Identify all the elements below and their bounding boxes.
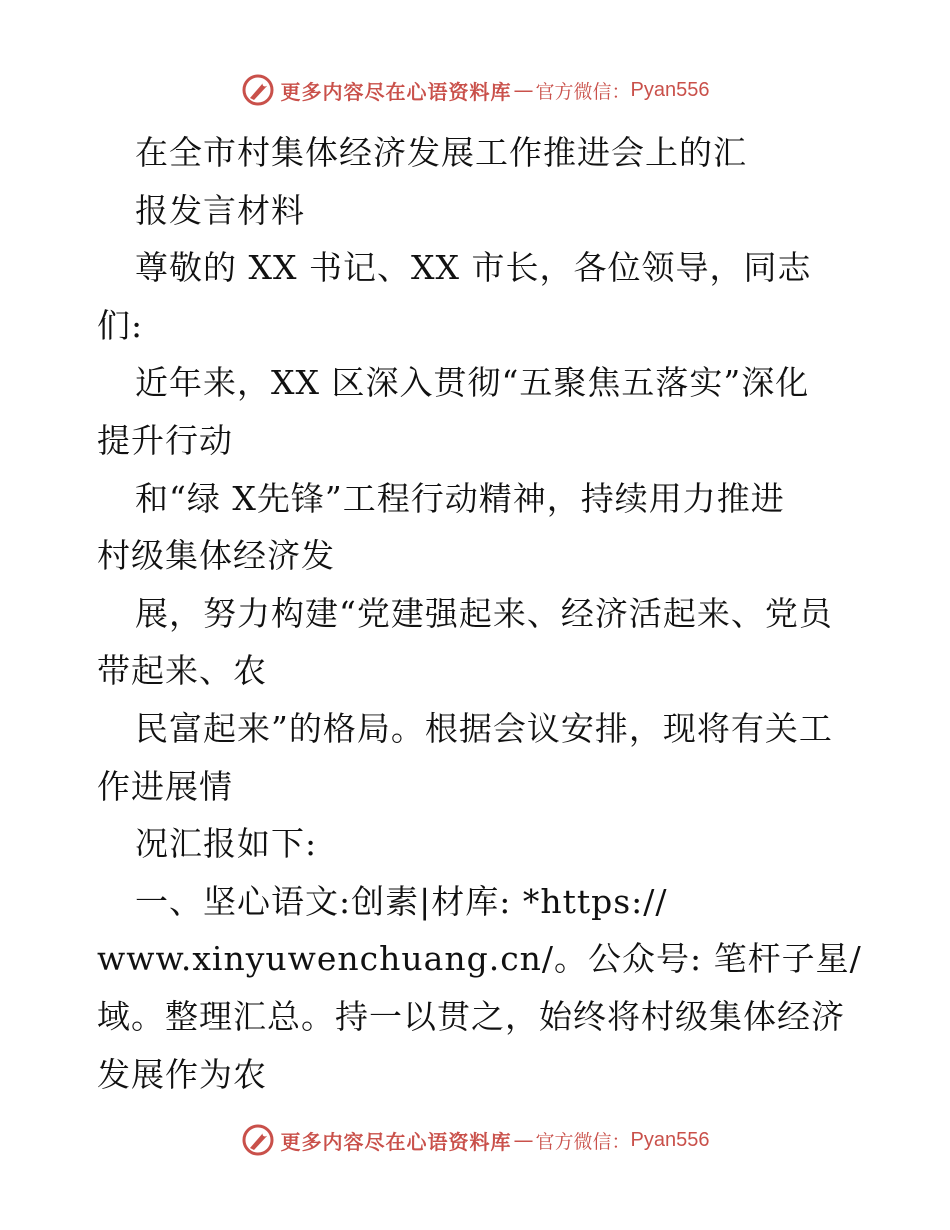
text-line: 域。整理汇总。持一以贯之，始终将村级集体经济 xyxy=(97,996,845,1036)
text-line: 报发言材料 xyxy=(135,190,305,230)
banner-wechat-label: 官方微信： xyxy=(535,80,631,103)
banner-title: 更多内容尽在心语资料库 xyxy=(280,1129,512,1154)
footer-banner xyxy=(0,1120,950,1160)
text-line: 展，努力构建“党建强起来、经济活起来、党员 xyxy=(135,593,833,633)
text-line: 村级集体经济发 xyxy=(97,536,335,576)
text-line: 发展作为农 xyxy=(97,1054,267,1094)
text-line: 作进展情 xyxy=(97,766,233,806)
pen-logo-icon xyxy=(241,73,275,107)
text-line: 近年来，XX 区深入贯彻“五聚焦五落实”深化 xyxy=(135,363,810,403)
text-line: 一、坚心语文:创素|材库: *https:// xyxy=(135,881,668,921)
text-line: 和“绿 X先锋”工程行动精神，持续用力推进 xyxy=(135,478,785,518)
document-body xyxy=(97,124,862,1103)
text-line: 们: xyxy=(97,305,144,345)
text-line: www.xinyuwenchuang.cn/。公众号: 笔杆子星/ xyxy=(97,939,862,979)
banner-dash: — xyxy=(513,1128,534,1152)
banner-wechat-label: 官方微信： xyxy=(535,1130,631,1153)
banner-title: 更多内容尽在心语资料库 xyxy=(280,79,512,104)
banner-wechat-id: Pyan556 xyxy=(630,1128,710,1151)
text-line: 带起来、农 xyxy=(97,651,267,691)
text-line: 况汇报如下: xyxy=(135,824,318,864)
pen-logo-icon xyxy=(241,1123,275,1157)
banner-dash: — xyxy=(513,78,534,102)
header-banner xyxy=(0,70,950,110)
text-line: 提升行动 xyxy=(97,420,233,460)
text-line: 在全市村集体经济发展工作推进会上的汇 xyxy=(135,133,747,172)
text-line: 民富起来”的格局。根据会议安排，现将有关工 xyxy=(135,708,833,748)
banner-wechat-id: Pyan556 xyxy=(630,78,710,101)
text-line: 尊敬的 XX 书记、XX 市长，各位领导，同志 xyxy=(135,248,812,288)
